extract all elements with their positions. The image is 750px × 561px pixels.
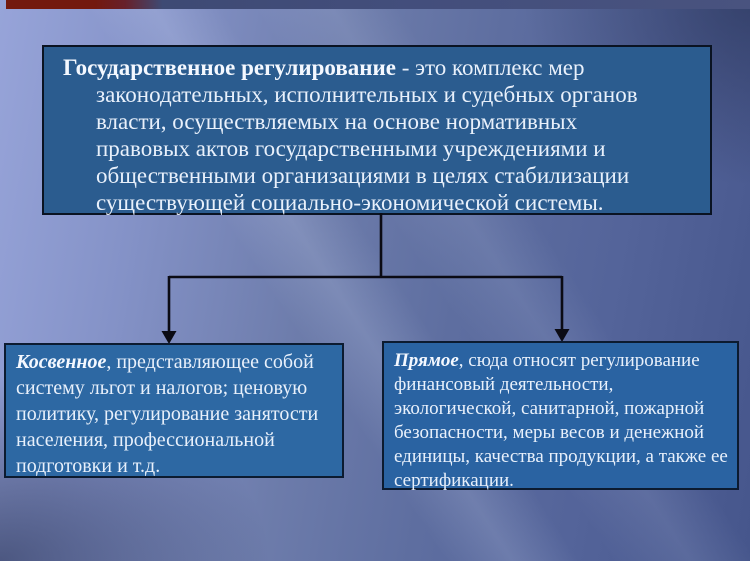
text-line: общественными организациями в целях стабилизации: [96, 163, 630, 188]
text-line: власти, осуществляемых на основе нормативных: [96, 109, 578, 134]
text-line: существующей социально-экономической системы.: [96, 190, 604, 215]
direct-term: Прямое: [394, 350, 459, 371]
text-line: единицы, качества продукции, а также ее: [394, 446, 728, 467]
indirect-text-lines: [16, 375, 336, 479]
text-line: политику, регулирование занятости: [16, 403, 319, 425]
text-line: правовых актов государственными учреждениями и: [96, 136, 606, 161]
text-line: безопасности, меры весов и денежной: [394, 422, 705, 443]
text-line: систему льгот и налогов; ценовую: [16, 377, 308, 399]
text-line: экологической, санитарной, пожарной: [394, 398, 705, 419]
text-line: подготовки и т.д.: [16, 455, 161, 477]
definition-term: Государственное регулирование: [63, 55, 396, 80]
indirect-first-line: [16, 349, 336, 375]
direct-box: [382, 341, 739, 490]
indirect-lead-suffix: , представляющее собой: [106, 351, 314, 373]
indirect-term: Косвенное: [16, 351, 107, 373]
direct-lead-suffix: , сюда относят регулирование: [458, 350, 700, 371]
text-line: финансовый деятельности,: [394, 374, 614, 395]
text-line: законодательных, исполнительных и судебных органов: [96, 82, 638, 107]
direct-text-lines: [394, 373, 731, 493]
indirect-box: [4, 343, 344, 478]
definition-lead-suffix: - это комплекс мер: [395, 55, 585, 80]
direct-first-line: [394, 349, 731, 373]
text-line: населения, профессиональной: [16, 429, 275, 451]
text-line: сертификации.: [394, 470, 514, 491]
